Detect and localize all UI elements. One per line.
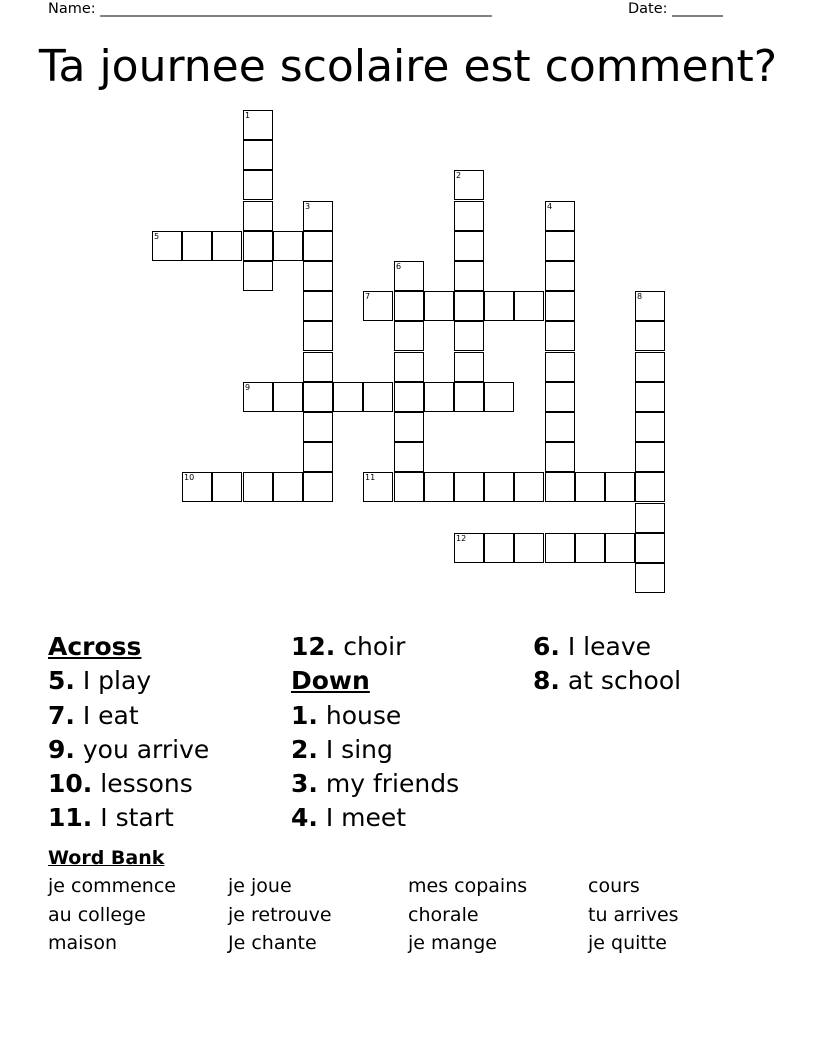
crossword-cell[interactable]: [243, 382, 273, 412]
crossword-cell[interactable]: [635, 321, 665, 351]
crossword-cell[interactable]: [243, 231, 273, 261]
crossword-cell[interactable]: [605, 533, 635, 563]
crossword-cell[interactable]: [484, 533, 514, 563]
crossword-cell[interactable]: [605, 472, 635, 502]
clue-across-12: 12. choir: [291, 632, 406, 661]
crossword-cell[interactable]: [394, 442, 424, 472]
crossword-cell[interactable]: [363, 291, 393, 321]
crossword-cell[interactable]: [243, 170, 273, 200]
crossword-cell[interactable]: [212, 472, 242, 502]
crossword-cell[interactable]: [514, 533, 544, 563]
crossword-cell[interactable]: [514, 291, 544, 321]
down-heading: Down: [291, 666, 370, 696]
crossword-cell[interactable]: [545, 533, 575, 563]
word-bank-item: chorale: [408, 903, 479, 926]
crossword-cell[interactable]: [454, 533, 484, 563]
crossword-cell[interactable]: [454, 261, 484, 291]
crossword-cell[interactable]: [545, 412, 575, 442]
crossword-cell[interactable]: [545, 442, 575, 472]
crossword-cell[interactable]: [514, 472, 544, 502]
crossword-cell[interactable]: [303, 261, 333, 291]
crossword-cell[interactable]: [545, 231, 575, 261]
crossword-cell[interactable]: [635, 563, 665, 593]
crossword-cell[interactable]: [394, 472, 424, 502]
clue-number: 11: [365, 473, 376, 482]
crossword-cell[interactable]: [273, 231, 303, 261]
word-bank-item: je commence: [48, 875, 176, 897]
crossword-cell[interactable]: [303, 382, 333, 412]
clue-down-2: 2. I sing: [291, 734, 393, 764]
word-bank-item: je joue: [228, 875, 292, 897]
crossword-cell[interactable]: [394, 261, 424, 291]
crossword-cell[interactable]: [454, 321, 484, 351]
crossword-cell[interactable]: [635, 472, 665, 502]
crossword-cell[interactable]: [394, 321, 424, 351]
clue-down-3: 3. my friends: [291, 769, 460, 799]
crossword-cell[interactable]: [454, 170, 484, 200]
crossword-cell[interactable]: [303, 201, 333, 231]
clue-across-10: 10. lessons: [48, 769, 193, 799]
clue-down-1: 1. house: [291, 700, 402, 730]
clue-number: 3: [305, 202, 311, 211]
crossword-cell[interactable]: [484, 472, 514, 502]
crossword-cell[interactable]: [243, 110, 273, 140]
clue-down-6: 6. I leave: [533, 632, 652, 661]
crossword-cell[interactable]: [424, 382, 454, 412]
crossword-cell[interactable]: [333, 382, 363, 412]
across-heading: Across: [48, 632, 142, 661]
crossword-cell[interactable]: [545, 382, 575, 412]
crossword-cell[interactable]: [575, 533, 605, 563]
crossword-cell[interactable]: [303, 231, 333, 261]
crossword-cell[interactable]: [635, 533, 665, 563]
crossword-cell[interactable]: [635, 503, 665, 533]
crossword-cell[interactable]: [303, 472, 333, 502]
clue-number: 2: [456, 171, 462, 180]
page-title: Ta journee scolaire est comment?: [38, 41, 778, 92]
crossword-cell[interactable]: [635, 291, 665, 321]
crossword-cell[interactable]: [182, 472, 212, 502]
word-bank-item: maison: [48, 932, 117, 954]
clue-down-8: 8. at school: [533, 666, 682, 696]
clue-across-11: 11. I start: [48, 803, 174, 833]
crossword-cell[interactable]: [484, 291, 514, 321]
word-bank-item: cours: [588, 875, 640, 897]
crossword-cell[interactable]: [545, 352, 575, 382]
word-bank-item: je retrouve: [228, 903, 332, 926]
clues-column-2: [291, 630, 459, 836]
crossword-cell[interactable]: [454, 291, 484, 321]
crossword-cell[interactable]: [363, 382, 393, 412]
clue-number: 7: [365, 292, 371, 301]
crossword-cell[interactable]: [545, 472, 575, 502]
clue-down-4: 4. I meet: [291, 803, 407, 833]
word-bank-title: Word Bank: [48, 847, 165, 869]
crossword-cell[interactable]: [394, 382, 424, 412]
crossword-cell[interactable]: [303, 352, 333, 382]
word-bank-item: mes copains: [408, 875, 528, 897]
word-bank-item: Je chante: [228, 932, 317, 954]
word-bank-item: au college: [48, 903, 146, 926]
clue-number: 9: [245, 383, 251, 392]
crossword-cell[interactable]: [635, 442, 665, 472]
crossword-cell[interactable]: [243, 261, 273, 291]
crossword-cell[interactable]: [212, 231, 242, 261]
clue-number: 5: [154, 232, 160, 241]
crossword-cell[interactable]: [394, 412, 424, 442]
crossword-cell[interactable]: [182, 231, 212, 261]
clue-number: 1: [245, 111, 251, 120]
crossword-cell[interactable]: [575, 472, 605, 502]
clue-number: 12: [456, 534, 467, 543]
clue-across-7: 7. I eat: [48, 700, 139, 730]
crossword-cell[interactable]: [545, 201, 575, 231]
name-field[interactable]: Name: ______________________________________________________: [48, 1, 492, 17]
crossword-cell[interactable]: [152, 231, 182, 261]
crossword-cell[interactable]: [635, 352, 665, 382]
crossword-cell[interactable]: [273, 382, 303, 412]
crossword-cell[interactable]: [545, 261, 575, 291]
clue-number: 6: [396, 262, 402, 271]
crossword-cell[interactable]: [484, 382, 514, 412]
crossword-cell[interactable]: [454, 472, 484, 502]
date-field[interactable]: Date: _______: [628, 1, 723, 17]
crossword-cell[interactable]: [635, 412, 665, 442]
crossword-cell[interactable]: [303, 321, 333, 351]
clue-number: 8: [637, 292, 643, 301]
crossword-cell[interactable]: [545, 291, 575, 321]
crossword-cell[interactable]: [424, 472, 454, 502]
crossword-cell[interactable]: [273, 472, 303, 502]
word-bank-item: je mange: [408, 932, 497, 954]
clues-column-3: [533, 630, 681, 699]
word-bank-item: tu arrives: [588, 903, 679, 926]
crossword-cell[interactable]: [394, 291, 424, 321]
clues-column-1: [48, 630, 209, 836]
clue-across-9: 9. you arrive: [48, 734, 210, 764]
clue-number: 4: [547, 202, 553, 211]
crossword-cell[interactable]: [545, 321, 575, 351]
crossword-cell[interactable]: [303, 442, 333, 472]
crossword-cell[interactable]: [424, 291, 454, 321]
crossword-cell[interactable]: [454, 382, 484, 412]
crossword-cell[interactable]: [394, 352, 424, 382]
clue-across-5: 5. I play: [48, 666, 152, 696]
crossword-cell[interactable]: [454, 231, 484, 261]
crossword-cell[interactable]: [243, 201, 273, 231]
crossword-cell[interactable]: [243, 472, 273, 502]
crossword-cell[interactable]: [303, 412, 333, 442]
crossword-cell[interactable]: [454, 352, 484, 382]
crossword-cell[interactable]: [635, 382, 665, 412]
clue-number: 10: [184, 473, 195, 482]
crossword-cell[interactable]: [243, 140, 273, 170]
word-bank-item: je quitte: [588, 932, 667, 954]
crossword-cell[interactable]: [303, 291, 333, 321]
crossword-cell[interactable]: [454, 201, 484, 231]
crossword-cell[interactable]: [363, 472, 393, 502]
